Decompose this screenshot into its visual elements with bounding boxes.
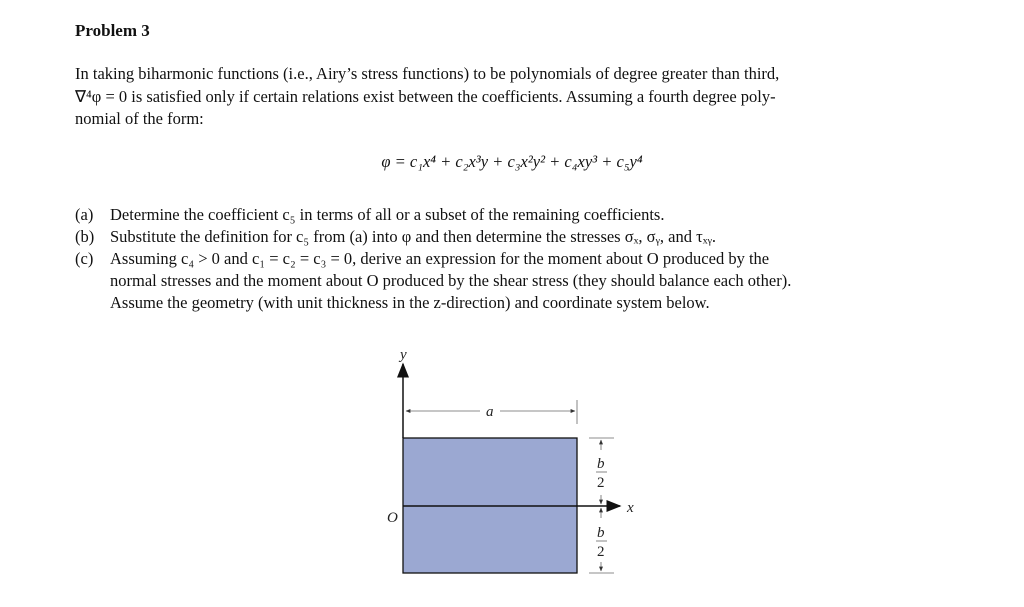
intro-line: In taking biharmonic functions (i.e., Airy’s stress functions) to be polynomials of degree greater than third, <box>75 64 780 83</box>
item-label: (a) <box>75 205 94 224</box>
item-text: Substitute the definition for c₅ from (a) into φ and then determine the stresses σₓ, σᵧ, and τₓᵧ. <box>110 227 717 246</box>
x-axis-label: x <box>627 500 634 516</box>
half-height-denominator: 2 <box>597 475 605 491</box>
half-height-numerator: b <box>597 525 605 541</box>
half-height-denominator: 2 <box>597 544 605 560</box>
y-axis-label: y <box>400 347 407 363</box>
origin-label: O <box>387 510 398 526</box>
polynomial-equation: φ = c₁x⁴ + c₂x³y + c₃x²y² + c₄xy³ + c₅y⁴ <box>381 152 643 171</box>
problem-title: Problem 3 <box>75 21 150 40</box>
item-text: normal stresses and the moment about O produced by the shear stress (they should balance each other). <box>110 271 792 290</box>
item-label: (b) <box>75 227 95 246</box>
item-text: Determine the coefficient c₅ in terms of all or a subset of the remaining coefficients. <box>110 205 665 224</box>
item-text: Assume the geometry (with unit thickness in the z-direction) and coordinate system below. <box>110 293 710 312</box>
intro-line: nomial of the form: <box>75 109 204 128</box>
width-label: a <box>486 404 494 420</box>
intro-line: ∇⁴φ = 0 is satisfied only if certain relations exist between the coefficients. Assuming a fourth degree poly- <box>75 87 776 106</box>
item-text: Assuming c₄ > 0 and c₁ = c₂ = c₃ = 0, derive an expression for the moment about O produced by the <box>110 249 770 268</box>
half-height-numerator: b <box>597 456 605 472</box>
item-label: (c) <box>75 249 94 268</box>
